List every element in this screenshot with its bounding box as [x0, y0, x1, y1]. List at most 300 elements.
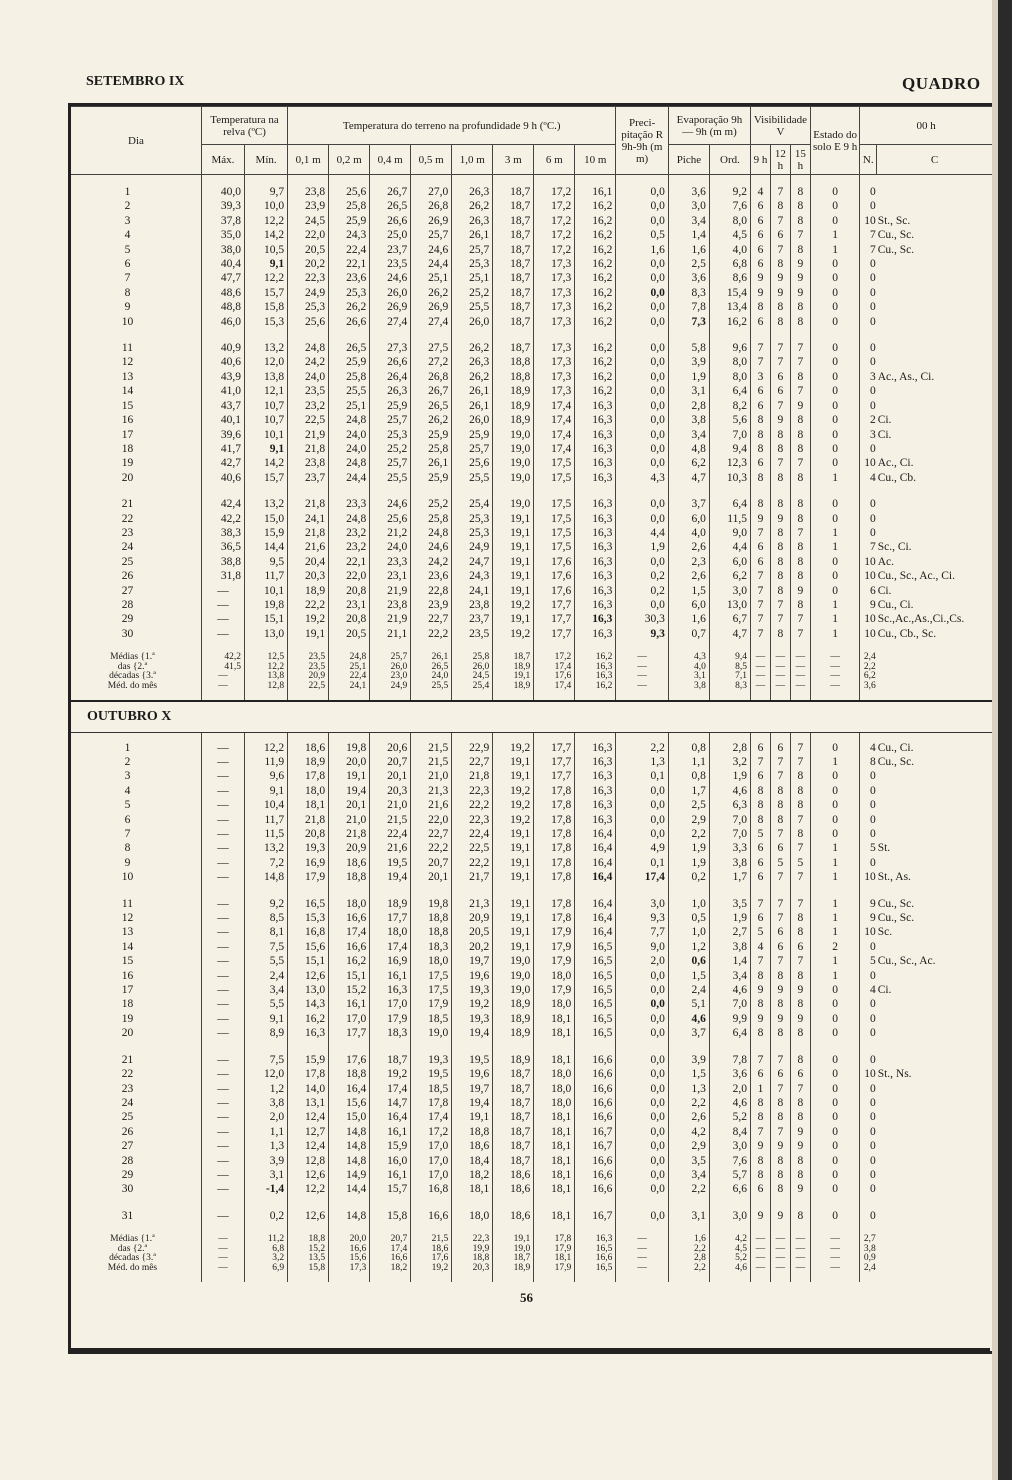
- cell-d6: 17,3: [534, 341, 575, 355]
- cell-max: —: [201, 827, 244, 841]
- cell-d01: 24,5: [288, 214, 329, 228]
- cell-v9: 9: [750, 983, 770, 997]
- day-row: [71, 1168, 993, 1182]
- cell-dia: 24: [121, 1096, 134, 1109]
- cell-d3: 19,1: [493, 870, 534, 884]
- cell-d04: 26,7: [370, 185, 411, 199]
- avg-d01: 23,5: [288, 653, 329, 663]
- avg-nuv-n: 2,4: [860, 653, 877, 663]
- cell-piche: 3,9: [668, 355, 709, 369]
- cell-d3: 18,6: [493, 1209, 534, 1223]
- day-row: [71, 755, 993, 769]
- cell-nuv-c: [877, 1209, 993, 1223]
- cell-v9: 8: [750, 969, 770, 983]
- cell-v9: 4: [750, 940, 770, 954]
- cell-d01: 18,9: [288, 584, 329, 598]
- cell-v9: 8: [750, 442, 770, 456]
- cell-d10m: 16,3: [575, 442, 616, 456]
- cell-nuv-c: Cu., Sc.: [877, 229, 915, 242]
- cell-d05: 22,2: [411, 627, 452, 641]
- cell-ord: 5,2: [709, 1110, 750, 1124]
- cell-v9: 7: [750, 1125, 770, 1139]
- cell-v9: 8: [750, 784, 770, 798]
- cell-solo: 0: [810, 1125, 859, 1139]
- avg-solo: —: [810, 672, 859, 682]
- cell-ord: 7,6: [709, 199, 750, 213]
- cell-precip: 0,0: [616, 428, 669, 442]
- cell-ord: 9,2: [709, 185, 750, 199]
- cell-v15: 7: [790, 741, 810, 755]
- cell-nuv-n: 0: [860, 341, 877, 355]
- cell-min: 7,5: [245, 940, 288, 954]
- average-row: [71, 663, 993, 673]
- cell-precip: 9,0: [616, 940, 669, 954]
- cell-d3: 19,0: [493, 456, 534, 470]
- cell-piche: 3,4: [668, 1168, 709, 1182]
- cell-max: 48,8: [201, 300, 244, 314]
- cell-d3: 18,7: [493, 1067, 534, 1081]
- cell-piche: 7,8: [668, 300, 709, 314]
- cell-dia: 12: [121, 912, 134, 925]
- cell-d10m: 16,5: [575, 983, 616, 997]
- cell-d6: 17,2: [534, 243, 575, 257]
- cell-v12: 7: [770, 341, 790, 355]
- cell-v15: 8: [790, 300, 810, 314]
- cell-solo: 0: [810, 413, 859, 427]
- cell-v9: 7: [750, 627, 770, 641]
- cell-d6: 18,1: [534, 1182, 575, 1196]
- cell-d6: 17,4: [534, 428, 575, 442]
- cell-v12: 9: [770, 1139, 790, 1153]
- cell-d6: 18,1: [534, 1139, 575, 1153]
- cell-d05: 25,1: [411, 271, 452, 285]
- cell-d10m: 16,2: [575, 199, 616, 213]
- cell-d05: 22,2: [411, 841, 452, 855]
- cell-d05: 26,9: [411, 300, 452, 314]
- cell-ord: 4,6: [709, 784, 750, 798]
- cell-d10: 26,3: [452, 355, 493, 369]
- cell-v15: 6: [790, 1067, 810, 1081]
- avg-precip: —: [616, 1254, 669, 1264]
- cell-dia: 25: [121, 555, 134, 568]
- cell-min: 12,2: [245, 271, 288, 285]
- cell-d02: 24,3: [329, 228, 370, 242]
- cell-nuv-c: [877, 856, 993, 870]
- cell-v12: 8: [770, 627, 790, 641]
- cell-solo: 0: [810, 1209, 859, 1223]
- avg-d10m: 16,5: [575, 1245, 616, 1255]
- cell-d6: 17,9: [534, 983, 575, 997]
- cell-d3: 18,9: [493, 384, 534, 398]
- cell-piche: 2,6: [668, 1110, 709, 1124]
- cell-d05: 24,4: [411, 257, 452, 271]
- cell-precip: 0,0: [616, 384, 669, 398]
- cell-nuv-n: 10: [860, 1067, 877, 1081]
- cell-max: —: [201, 798, 244, 812]
- day-row: [71, 399, 993, 413]
- cell-nuv-c: St., Ns.: [877, 1068, 912, 1081]
- cell-nuv-n: 0: [860, 399, 877, 413]
- cell-d02: 19,8: [329, 741, 370, 755]
- cell-max: —: [201, 1053, 244, 1067]
- avg-d02: 22,4: [329, 672, 370, 682]
- cell-d02: 14,8: [329, 1125, 370, 1139]
- cell-d10m: 16,4: [575, 925, 616, 939]
- cell-d10m: 16,3: [575, 755, 616, 769]
- cell-v9: 8: [750, 798, 770, 812]
- cell-d02: 15,2: [329, 983, 370, 997]
- day-row: [71, 512, 993, 526]
- cell-d3: 18,7: [493, 1110, 534, 1124]
- cell-d01: 20,4: [288, 555, 329, 569]
- day-row: [71, 1209, 993, 1223]
- avg-d6: 18,1: [534, 1254, 575, 1264]
- cell-v12: 9: [770, 512, 790, 526]
- avg-max: —: [201, 1245, 244, 1255]
- avg-d02: 24,8: [329, 653, 370, 663]
- cell-v9: 6: [750, 243, 770, 257]
- cell-d05: 25,9: [411, 471, 452, 485]
- cell-ord: 8,0: [709, 214, 750, 228]
- cell-precip: 0,0: [616, 271, 669, 285]
- cell-d3: 19,1: [493, 540, 534, 554]
- cell-max: 42,4: [201, 497, 244, 511]
- cell-piche: 1,9: [668, 370, 709, 384]
- cell-max: 40,0: [201, 185, 244, 199]
- cell-v15: 7: [790, 813, 810, 827]
- cell-min: 5,5: [245, 954, 288, 968]
- cell-d04: 25,6: [370, 512, 411, 526]
- cell-solo: 1: [810, 598, 859, 612]
- avg-d01: 20,9: [288, 672, 329, 682]
- cell-dia: 15: [121, 399, 134, 412]
- cell-dia: 17: [121, 428, 134, 441]
- cell-dia: 16: [121, 414, 134, 427]
- cell-ord: 3,0: [709, 584, 750, 598]
- day-row: [71, 199, 993, 213]
- avg-d3: 18,9: [493, 1264, 534, 1274]
- cell-d10m: 16,7: [575, 1209, 616, 1223]
- cell-d04: 25,0: [370, 228, 411, 242]
- cell-d10: 25,1: [452, 271, 493, 285]
- cell-v12: 8: [770, 569, 790, 583]
- cell-d10: 25,4: [452, 497, 493, 511]
- cell-d3: 19,1: [493, 841, 534, 855]
- avg-v12: —: [770, 672, 790, 682]
- day-row: [71, 1154, 993, 1168]
- cell-v12: 7: [770, 355, 790, 369]
- cell-precip: 0,0: [616, 598, 669, 612]
- cell-v15: 7: [790, 384, 810, 398]
- cell-v9: 6: [750, 199, 770, 213]
- cell-ord: 5,6: [709, 413, 750, 427]
- cell-d10: 22,3: [452, 784, 493, 798]
- cell-d05: 27,2: [411, 355, 452, 369]
- cell-piche: 0,5: [668, 911, 709, 925]
- cell-v9: 7: [750, 1053, 770, 1067]
- cell-d01: 20,2: [288, 257, 329, 271]
- avg-d04: 26,0: [370, 663, 411, 673]
- cell-v12: 9: [770, 1209, 790, 1223]
- day-row: [71, 983, 993, 997]
- cell-solo: 1: [810, 526, 859, 540]
- cell-d01: 13,1: [288, 1096, 329, 1110]
- cell-d10m: 16,2: [575, 243, 616, 257]
- day-row: [71, 1053, 993, 1067]
- cell-v9: 8: [750, 1110, 770, 1124]
- cell-d04: 25,9: [370, 399, 411, 413]
- cell-v15: 8: [790, 827, 810, 841]
- cell-ord: 5,7: [709, 1168, 750, 1182]
- cell-min: 13,2: [245, 341, 288, 355]
- cell-nuv-c: Cu., Sc., Ac., Ci.: [877, 570, 955, 583]
- cell-d01: 16,9: [288, 856, 329, 870]
- cell-d02: 22,1: [329, 257, 370, 271]
- average-label: Médias {1.ª: [110, 652, 155, 663]
- cell-max: —: [201, 1067, 244, 1081]
- cell-d3: 19,1: [493, 911, 534, 925]
- cell-min: 10,1: [245, 584, 288, 598]
- cell-nuv-n: 0: [860, 442, 877, 456]
- cell-nuv-c: Cu., Sc.: [877, 912, 915, 925]
- cell-v15: 9: [790, 1012, 810, 1026]
- cell-d3: 19,0: [493, 442, 534, 456]
- cell-nuv-n: 0: [860, 784, 877, 798]
- cell-ord: 9,6: [709, 341, 750, 355]
- cell-v12: 9: [770, 413, 790, 427]
- outubro-rows: [71, 732, 993, 1281]
- cell-d01: 13,0: [288, 983, 329, 997]
- avg-d10m: 16,3: [575, 672, 616, 682]
- cell-nuv-c: [877, 442, 993, 456]
- cell-solo: 0: [810, 271, 859, 285]
- cell-v15: 8: [790, 1026, 810, 1040]
- cell-ord: 6,2: [709, 569, 750, 583]
- cell-min: 19,8: [245, 598, 288, 612]
- cell-d3: 18,7: [493, 214, 534, 228]
- cell-d02: 23,2: [329, 540, 370, 554]
- col-dia: Dia: [71, 107, 201, 175]
- avg-v15: —: [790, 672, 810, 682]
- page-number: 56: [520, 1290, 533, 1305]
- cell-solo: 0: [810, 1026, 859, 1040]
- cell-d01: 12,8: [288, 1154, 329, 1168]
- day-row: [71, 286, 993, 300]
- cell-d05: 22,7: [411, 827, 452, 841]
- cell-d6: 18,1: [534, 1012, 575, 1026]
- cell-d01: 23,7: [288, 471, 329, 485]
- avg-v9: —: [750, 1235, 770, 1245]
- cell-solo: 0: [810, 983, 859, 997]
- cell-ord: 6,3: [709, 798, 750, 812]
- cell-v15: 8: [790, 471, 810, 485]
- cell-v9: 6: [750, 399, 770, 413]
- cell-d6: 17,8: [534, 798, 575, 812]
- avg-solo: —: [810, 1235, 859, 1245]
- cell-v12: 7: [770, 1053, 790, 1067]
- avg-d01: 15,8: [288, 1264, 329, 1274]
- cell-nuv-n: 0: [860, 315, 877, 329]
- day-row: [71, 413, 993, 427]
- avg-min: 13,8: [245, 672, 288, 682]
- cell-dia: 15: [121, 955, 134, 968]
- cell-max: 40,6: [201, 355, 244, 369]
- day-row: [71, 827, 993, 841]
- cell-v15: 8: [790, 243, 810, 257]
- cell-piche: 6,2: [668, 456, 709, 470]
- cell-d05: 27,5: [411, 341, 452, 355]
- cell-v9: 3: [750, 370, 770, 384]
- cell-v12: 7: [770, 399, 790, 413]
- cell-v12: 8: [770, 969, 790, 983]
- col-n: N.: [860, 145, 877, 175]
- cell-piche: 2,3: [668, 555, 709, 569]
- cell-d02: 22,1: [329, 555, 370, 569]
- cell-d01: 20,5: [288, 243, 329, 257]
- cell-d02: 23,3: [329, 497, 370, 511]
- cell-min: 15,3: [245, 315, 288, 329]
- cell-nuv-c: Cu., Ci.: [877, 741, 914, 754]
- cell-nuv-n: 0: [860, 271, 877, 285]
- cell-d04: 19,5: [370, 856, 411, 870]
- cell-d02: 21,8: [329, 827, 370, 841]
- day-row: [71, 798, 993, 812]
- cell-nuv-c: [877, 1125, 993, 1139]
- cell-d04: 26,4: [370, 370, 411, 384]
- cell-d6: 18,1: [534, 1125, 575, 1139]
- cell-d01: 17,8: [288, 1067, 329, 1081]
- cell-max: 38,8: [201, 555, 244, 569]
- cell-d10m: 16,6: [575, 1053, 616, 1067]
- cell-ord: 2,0: [709, 1082, 750, 1096]
- cell-v9: 8: [750, 813, 770, 827]
- cell-ord: 3,2: [709, 755, 750, 769]
- cell-piche: 1,0: [668, 925, 709, 939]
- cell-min: 15,0: [245, 512, 288, 526]
- cell-nuv-c: [877, 384, 993, 398]
- cell-d10: 22,3: [452, 813, 493, 827]
- cell-v12: 6: [770, 384, 790, 398]
- avg-d6: 17,6: [534, 672, 575, 682]
- cell-solo: 0: [810, 798, 859, 812]
- average-row: [71, 1235, 993, 1245]
- cell-d02: 18,8: [329, 1067, 370, 1081]
- cell-v12: 8: [770, 199, 790, 213]
- cell-d01: 18,1: [288, 798, 329, 812]
- cell-solo: 0: [810, 1082, 859, 1096]
- avg-max: 41,5: [201, 663, 244, 673]
- col-d01: 0,1 m: [288, 145, 329, 175]
- cell-dia: 13: [121, 926, 134, 939]
- cell-v9: 6: [750, 540, 770, 554]
- cell-d3: 18,7: [493, 341, 534, 355]
- cell-d01: 12,4: [288, 1110, 329, 1124]
- cell-nuv-n: 8: [860, 755, 877, 769]
- cell-d6: 18,0: [534, 997, 575, 1011]
- col-precip: Preci- pitação R 9h-9h (m m): [616, 107, 669, 175]
- cell-d05: 27,4: [411, 315, 452, 329]
- avg-ord: 4,5: [709, 1245, 750, 1255]
- cell-d01: 20,8: [288, 827, 329, 841]
- avg-max: —: [201, 682, 244, 692]
- cell-ord: 4,6: [709, 1096, 750, 1110]
- cell-piche: 1,3: [668, 1082, 709, 1096]
- cell-d01: 21,8: [288, 497, 329, 511]
- cell-max: —: [201, 769, 244, 783]
- cell-min: 9,7: [245, 185, 288, 199]
- cell-d10: 22,9: [452, 741, 493, 755]
- cell-v9: 6: [750, 841, 770, 855]
- cell-v15: 8: [790, 598, 810, 612]
- day-row: [71, 569, 993, 583]
- cell-d10m: 16,3: [575, 798, 616, 812]
- cell-dia: 29: [121, 1168, 134, 1181]
- cell-max: 40,9: [201, 341, 244, 355]
- cell-d04: 23,7: [370, 243, 411, 257]
- cell-solo: 0: [810, 286, 859, 300]
- cell-v12: 7: [770, 1125, 790, 1139]
- cell-d6: 18,1: [534, 1168, 575, 1182]
- cell-solo: 0: [810, 1012, 859, 1026]
- day-row: [71, 741, 993, 755]
- cell-d3: 18,7: [493, 1096, 534, 1110]
- col-d05: 0,5 m: [411, 145, 452, 175]
- cell-d3: 19,1: [493, 925, 534, 939]
- cell-nuv-c: Cu., Ci.: [877, 598, 914, 611]
- cell-v9: 8: [750, 1096, 770, 1110]
- cell-precip: 0,0: [616, 1209, 669, 1223]
- cell-d05: 17,8: [411, 1096, 452, 1110]
- average-label: décadas {3.ª: [109, 1253, 156, 1264]
- cell-v9: 5: [750, 827, 770, 841]
- cell-nuv-n: 0: [860, 1209, 877, 1223]
- cell-v12: 6: [770, 841, 790, 855]
- col-d02: 0,2 m: [329, 145, 370, 175]
- cell-max: —: [201, 897, 244, 911]
- avg-d10m: 16,2: [575, 653, 616, 663]
- avg-d3: 19,0: [493, 1245, 534, 1255]
- cell-min: 8,1: [245, 925, 288, 939]
- cell-d10m: 16,2: [575, 228, 616, 242]
- cell-piche: 1,7: [668, 784, 709, 798]
- cell-v15: 7: [790, 612, 810, 626]
- cell-dia: 30: [121, 1183, 134, 1196]
- cell-d3: 19,1: [493, 612, 534, 626]
- cell-precip: 0,0: [616, 1096, 669, 1110]
- cell-d02: 25,3: [329, 286, 370, 300]
- cell-ord: 1,4: [709, 954, 750, 968]
- cell-precip: 0,0: [616, 1168, 669, 1182]
- cell-d05: 16,8: [411, 1182, 452, 1196]
- cell-precip: 4,9: [616, 841, 669, 855]
- cell-max: 35,0: [201, 228, 244, 242]
- cell-v9: 6: [750, 769, 770, 783]
- avg-d05: 18,6: [411, 1245, 452, 1255]
- cell-piche: 3,4: [668, 214, 709, 228]
- cell-v15: 8: [790, 569, 810, 583]
- cell-d05: 25,2: [411, 497, 452, 511]
- cell-v9: 8: [750, 1168, 770, 1182]
- cell-nuv-n: 0: [860, 856, 877, 870]
- cell-v9: 8: [750, 1026, 770, 1040]
- cell-d6: 17,4: [534, 399, 575, 413]
- cell-v9: 6: [750, 741, 770, 755]
- cell-d05: 21,3: [411, 784, 452, 798]
- cell-nuv-n: 0: [860, 1139, 877, 1153]
- cell-nuv-n: 0: [860, 1182, 877, 1196]
- avg-d10m: 16,3: [575, 1235, 616, 1245]
- cell-dia: 5: [124, 799, 131, 812]
